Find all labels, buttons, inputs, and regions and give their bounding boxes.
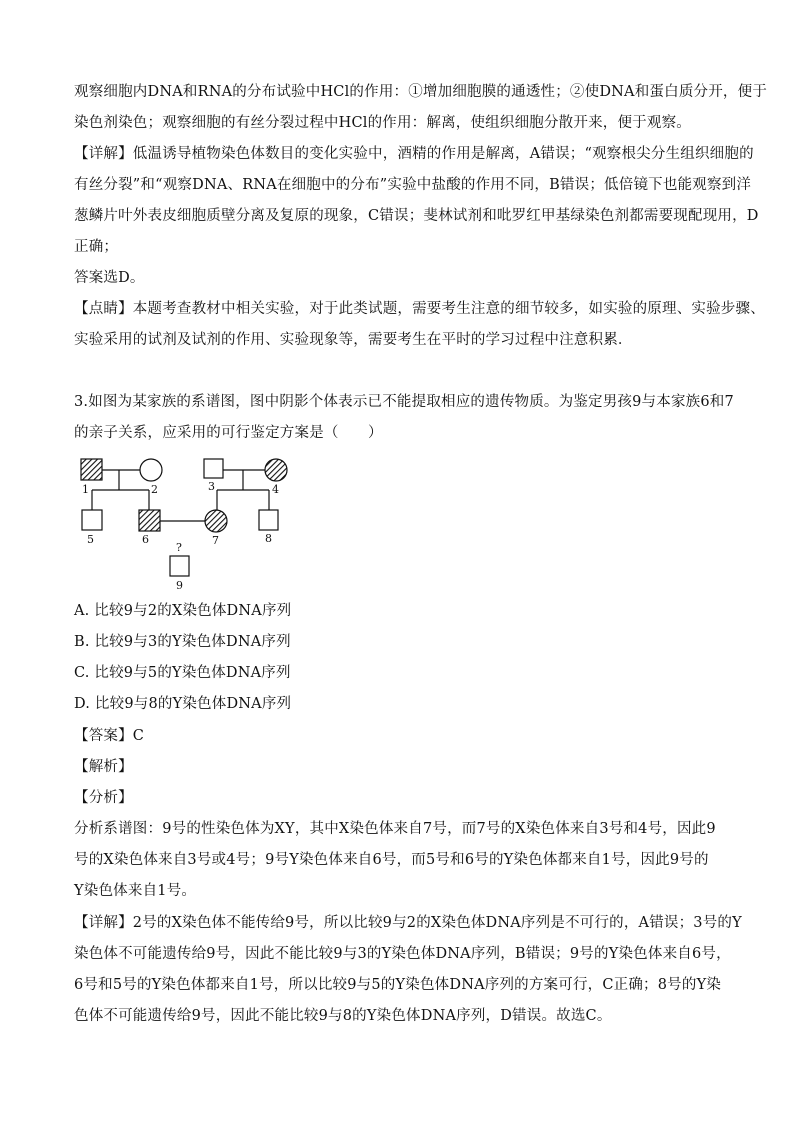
- option-c: C. 比较9与5的Y染色体DNA序列: [74, 665, 291, 681]
- label-5: 5: [87, 533, 94, 546]
- text-line: 正确；: [74, 239, 119, 255]
- individual-9-male: [170, 556, 189, 576]
- text-line: 分析系谱图：9号的性染色体为XY，其中X染色体来自7号，而7号的X染色体来自3号和4号，因此9: [74, 821, 716, 837]
- label-3: 3: [208, 480, 215, 493]
- text-line: 【详解】2号的X染色体不能传给9号，所以比较9与2的X染色体DNA序列是不可行的，A错误；3号的Y: [74, 915, 742, 931]
- individual-3-male: [204, 459, 223, 478]
- question-stem: 3.如图为某家族的系谱图，图中阴影个体表示已不能提取相应的遗传物质。为鉴定男孩9与本家族6和7: [74, 394, 734, 410]
- text-line: 实验采用的试剂及试剂的作用、实验现象等，需要考生在平时的学习过程中注意积累．: [74, 332, 633, 348]
- text-line: 染色体不可能遗传给9号，因此不能比较9与3的Y染色体DNA序列，B错误；9号的Y染色体来自6号，: [74, 946, 731, 962]
- option-d: D. 比较9与8的Y染色体DNA序列: [74, 696, 292, 712]
- text-line: Y染色体来自1号。: [74, 883, 197, 899]
- text-line: 【详解】低温诱导植物染色体数目的变化实验中，酒精的作用是解离，A错误；“观察根尖分生组织细胞的: [74, 146, 754, 162]
- individual-8-male: [259, 510, 278, 530]
- label-2: 2: [151, 483, 158, 496]
- label-4: 4: [272, 483, 279, 496]
- text-line: 染色剂染色；观察细胞的有丝分裂过程中HCl的作用：解离，使组织细胞分散开来，便于观察。: [74, 115, 691, 131]
- individual-7-female-affected: [205, 510, 227, 532]
- label-6: 6: [142, 533, 149, 546]
- text-line: 色体不可能遗传给9号，因此不能比较9与8的Y染色体DNA序列，D错误。故选C。: [74, 1008, 612, 1024]
- question-stem: 的亲子关系，应采用的可行鉴定方案是（ ）: [74, 425, 383, 441]
- analysis-subheading: 【分析】: [74, 790, 133, 806]
- label-9: 9: [176, 579, 183, 592]
- text-line: 答案选D。: [74, 270, 145, 286]
- label-8: 8: [265, 532, 272, 545]
- individual-4-female-affected: [265, 459, 287, 481]
- text-line: 号的X染色体来自3号或4号；9号Y染色体来自6号，而5号和6号的Y染色体都来自1号，因此9号的: [74, 852, 709, 868]
- label-1: 1: [82, 483, 89, 496]
- pedigree-chart: [70, 452, 300, 592]
- text-line: 葱鳞片叶外表皮细胞质壁分离及复原的现象，C错误；斐林试剂和吡罗红甲基绿染色剂都需要现配现用，D: [74, 208, 759, 224]
- text-line: 6号和5号的Y染色体都来自1号，所以比较9与5的Y染色体DNA序列的方案可行，C正确；8号的Y染: [74, 977, 722, 993]
- option-b: B. 比较9与3的Y染色体DNA序列: [74, 634, 291, 650]
- text-line: 有丝分裂”和“观察DNA、RNA在细胞中的分布”实验中盐酸的作用不同，B错误；低倍镜下也能观察到洋: [74, 177, 752, 193]
- individual-2-female: [140, 459, 162, 481]
- individual-5-male: [82, 510, 102, 530]
- individual-1-male-affected: [81, 459, 102, 480]
- label-unknown: ?: [176, 541, 182, 554]
- analysis-heading: 【解析】: [74, 759, 133, 775]
- label-7: 7: [212, 534, 219, 547]
- individual-6-male-affected: [139, 510, 160, 531]
- option-a: A. 比较9与2的X染色体DNA序列: [74, 603, 292, 619]
- answer-heading: 【答案】C: [74, 728, 145, 744]
- text-line: 【点睛】本题考查教材中相关实验，对于此类试题，需要考生注意的细节较多，如实验的原理、实验步骤、: [74, 301, 765, 317]
- text-line: 观察细胞内DNA和RNA的分布试验中HCl的作用：①增加细胞膜的通透性；②使DNA和蛋白质分开，便于: [74, 84, 768, 100]
